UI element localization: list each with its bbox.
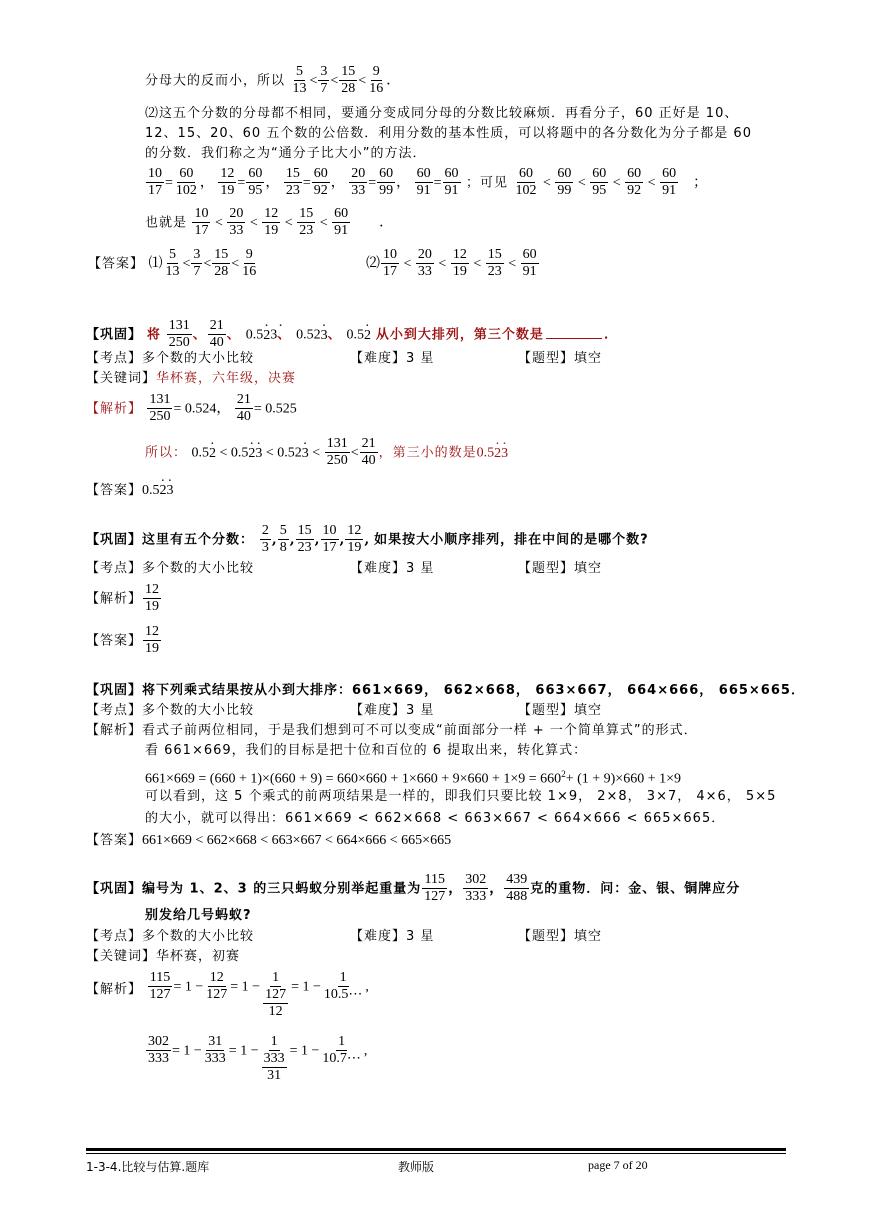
footer-center: 教师版: [398, 1160, 435, 1174]
intro-equalities: $\frac{10}{17}$ = $\frac{60}{102}$ ， $\frac{12}{19}$ = $\frac{60}{95}$ ， $\frac{15}{23}$ = $\frac{60}{92}$ ， $\frac{20}{33}$ = $\frac{60}{99}$ ， $\frac{60}{91}$ = $\frac{60}{91}$ ；可见 $\frac{60}{102}$ < $\frac{60}{99}$ < $\frac{60}{95}$ < $\frac{60}{92}$ < $\frac{60}{91}$ ；: [148, 166, 708, 198]
q1-analysis: 【解析】 $\frac{131}{250}$ = 0.524， $\frac{21}{40}$ = 0.525: [86, 392, 297, 424]
q3-analysis-3: $661\times 669 = (660 + 1)\times(660 + 9) = 660\times 660 + 1\times 660 + 9\times 660 + 1\times 9 = 660^2+ (1 + 9)\times 660 + 1\times 9$: [145, 769, 681, 787]
q1-answer: 【答案】0.52 ·3 ·: [86, 480, 174, 501]
q3-analysis-2: 看 661×669，我们的目标是把十位和百位的 6 提取出来，转化算式：: [145, 743, 588, 758]
intro-answer-2: ⑵ $\frac{10}{17}$ < $\frac{20}{33}$ < $\frac{12}{19}$ < $\frac{15}{23}$ < $\frac{60}{91}$: [366, 247, 537, 279]
q2-analysis: 【解析】 $\frac{12}{19}$: [86, 582, 160, 614]
q4-keyword: 【关键词】华杯赛，初赛: [86, 949, 241, 964]
intro-p2-line1: ⑵这五个分数的分母都不相同，要通分变成同分母的分数比较麻烦．再看分子，60 正好是 10、: [145, 106, 739, 121]
q4-analysis-1: 【解析】 $\frac{115}{127}$ = 1 − $\frac{12}{127}$ = 1 − 1 127 12 = 1 − $\frac{1}{10.5\cdots}$ ,: [86, 970, 369, 1019]
q1-type: 【题型】填空: [518, 351, 603, 366]
intro-p2-line3: 的分数．我们称之为“通分子比大小”的方法．: [145, 146, 427, 161]
q1-analysis-2: 所以： 0.52 · < 0.52 ·3 · < 0.523 · < $\frac{131}{250}$ < $\frac{21}{40}$ ，第三小的数是0.52 ·3 ·: [145, 436, 508, 469]
q3-question: 【巩固】将下列乘式结果按从小到大排序：661×669， 662×668， 663×667， 664×666， 665×665．: [86, 683, 805, 698]
q3-meta: 【考点】多个数的大小比较: [86, 703, 255, 718]
q4-type: 【题型】填空: [518, 929, 603, 944]
q3-analysis-4: 可以看到，这 5 个乘式的前两项结果是一样的，即我们只要比较 1×9， 2×8， 3×7， 4×6， 5×5: [145, 789, 777, 804]
q2-answer: 【答案】 $\frac{12}{19}$: [86, 624, 160, 656]
q4-meta: 【考点】多个数的大小比较: [86, 929, 255, 944]
footer-left: 1-3-4.比较与估算.题库: [86, 1160, 210, 1174]
footer-page: page 7 of 20: [588, 1158, 648, 1172]
q2-meta: 【考点】多个数的大小比较: [86, 561, 255, 576]
intro-answer: 【答案】 ⑴ $\frac{5}{13}$ < $\frac{3}{7}$ < $\frac{15}{28}$ < $\frac{9}{16}$: [88, 247, 257, 279]
q1-difficulty: 【难度】3 星: [350, 351, 435, 366]
q2-question: 【巩固】这里有五个分数： $\frac{2}{3}$ , $\frac{5}{8}$ , $\frac{15}{23}$ , $\frac{10}{17}$ , $\frac{12}{19}$ , 如果按大小顺序排列，排在中间的是哪个数?: [86, 523, 649, 555]
footer-rule-thick: [86, 1148, 786, 1151]
q4-question-2: 别发给几号蚂蚁?: [145, 908, 252, 923]
q2-type: 【题型】填空: [518, 561, 603, 576]
q1-meta: 【考点】多个数的大小比较: [86, 351, 255, 366]
q3-analysis-1: 【解析】看式子前两位相同，于是我们想到可不可以变成“前面部分一样 + 一个简单算式”的形式．: [86, 723, 698, 738]
q3-type: 【题型】填空: [518, 703, 603, 718]
q3-difficulty: 【难度】3 星: [350, 703, 435, 718]
q1-question: 【巩固】 将 $\frac{131}{250}$ 、 $\frac{21}{40}$ 、 0.52 ·3、 0.523 ·、 0.52 · 从小到大排列，第三个数是 ．: [86, 318, 618, 351]
q3-answer: 【答案】661×669 < 662×668 < 663×667 < 664×666 < 665×665: [86, 833, 452, 848]
q4-question: 【巩固】编号为 1、2、3 的三只蚂蚁分别举起重量为 $\frac{115}{127}$ ， $\frac{302}{333}$ ， $\frac{439}{488}$ 克的重物．问：金、银、铜牌应分: [86, 872, 741, 904]
intro-yejiu: 也就是 $\frac{10}{17}$ < $\frac{20}{33}$ < $\frac{12}{19}$ < $\frac{15}{23}$ < $\frac{60}{91}$ ．: [145, 206, 394, 238]
q3-analysis-5: 的大小，就可以得出：661×669 < 662×668 < 663×667 < 664×666 < 665×665．: [145, 811, 726, 826]
intro-line1: 分母大的反而小，所以 $\frac{5}{13}$ < $\frac{3}{7}$ < $\frac{15}{28}$ < $\frac{9}{16}$ ．: [145, 64, 401, 96]
q4-difficulty: 【难度】3 星: [350, 929, 435, 944]
q2-difficulty: 【难度】3 星: [350, 561, 435, 576]
q1-keyword: 【关键词】华杯赛，六年级，决赛: [86, 371, 297, 386]
intro-p2-line2: 12、15、20、60 五个数的公倍数．利用分数的基本性质，可以将题中的各分数化为分子都是 60: [145, 126, 752, 141]
q4-analysis-2: $\frac{302}{333}$ = 1 − $\frac{31}{333}$ = 1 − 1 333 31 = 1 − $\frac{1}{10.7\cdots}$ ,: [148, 1034, 368, 1083]
footer-rule-thin: [86, 1153, 786, 1154]
